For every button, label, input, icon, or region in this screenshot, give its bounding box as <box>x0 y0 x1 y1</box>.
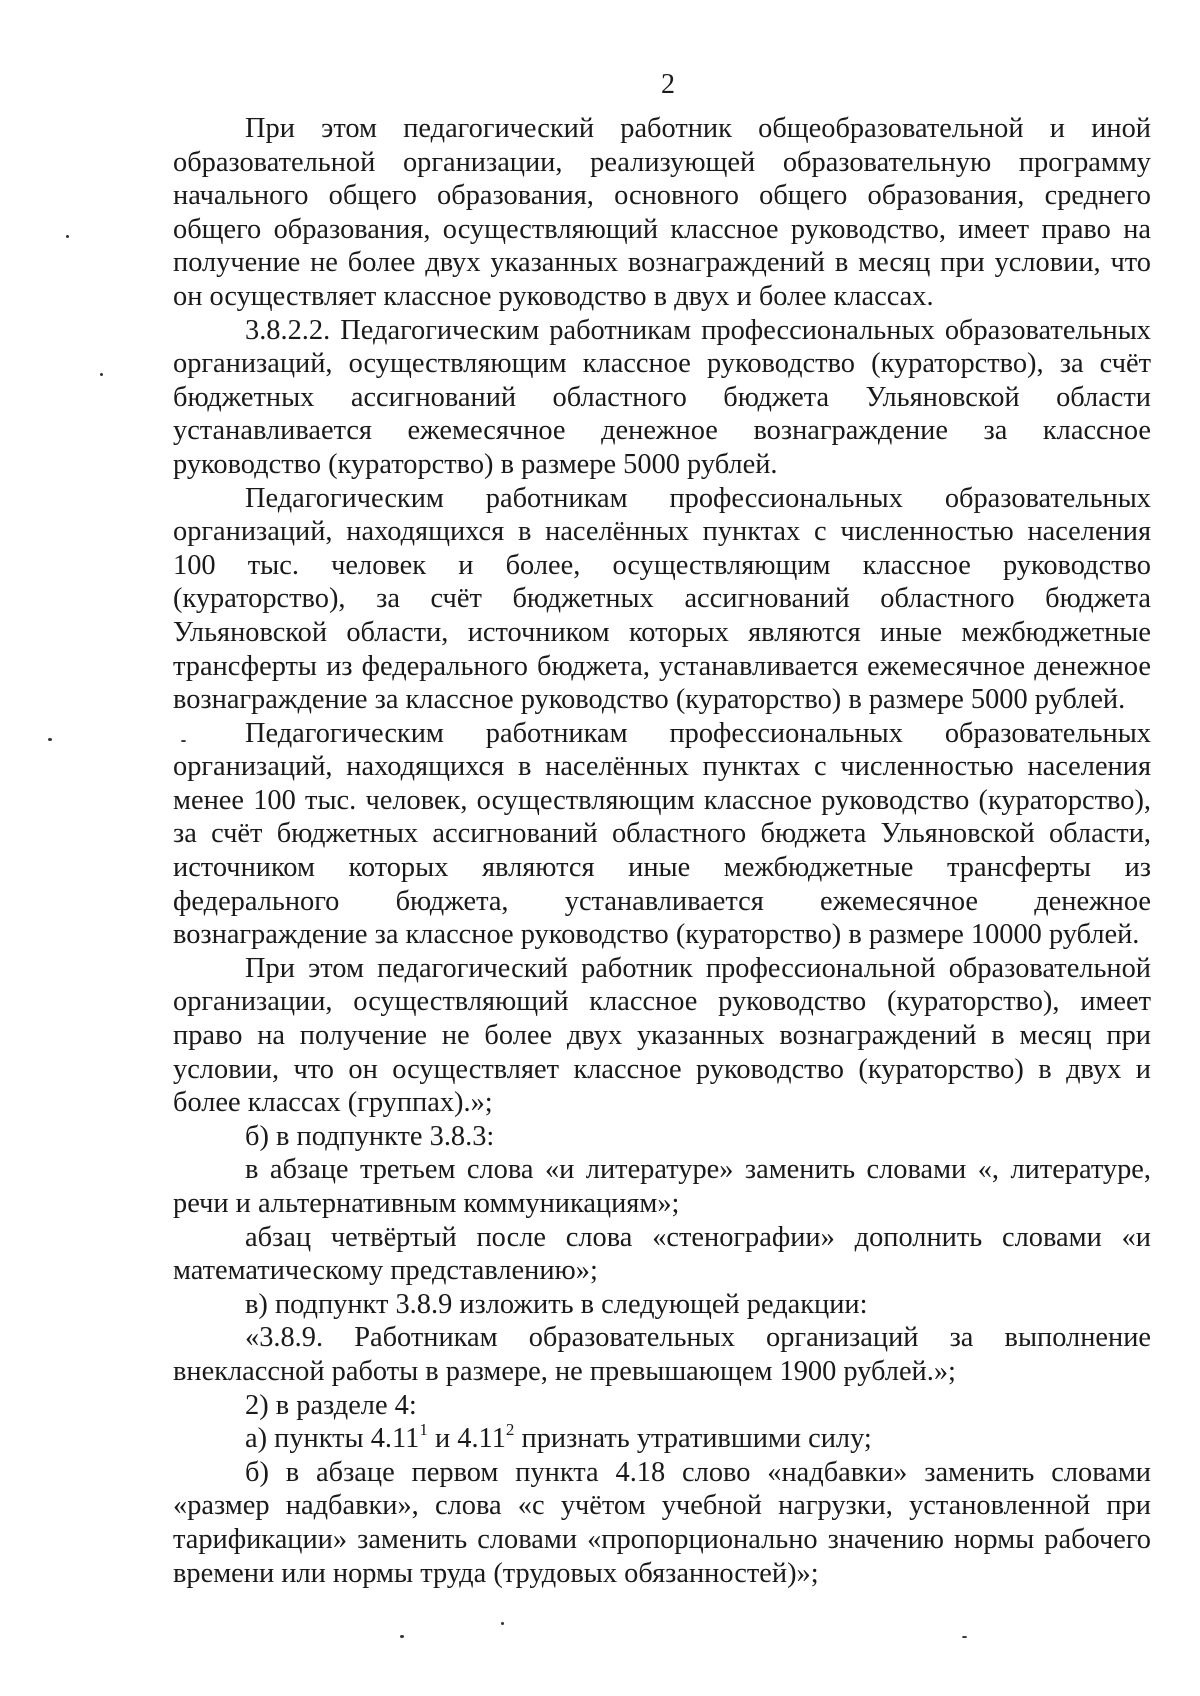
scan-speck <box>501 1622 504 1625</box>
paragraph: 2) в разделе 4: <box>245 1389 417 1421</box>
paragraph: б) в абзаце первом пункта 4.18 слово «надбавки» заменить словами «размер надбавки», слова «с учётом учебной нагрузки, установленной при тарификации» заменить словами «пропорционально значению нормы рабочего времени или нормы труда (трудовых обязанностей)»; <box>173 1456 1151 1589</box>
paragraph: Педагогическим работникам профессиональных образовательных организаций, находящихся в населённых пунктах с численностью населения 100 тыс. человек и более, осуществляющим классное руководство (кураторство), за счёт бюджетных ассигнований областного бюджета Ульяновской области, источником которых являются иные межбюджетные трансферты из федерального бюджета, устанавливается ежемесячное денежное вознаграждение за классное руководство (кураторство) в размере 5000 рублей. <box>173 482 1151 716</box>
scan-speck <box>66 235 69 238</box>
scan-speck <box>48 738 52 741</box>
points-middle: и 4.11 <box>427 1423 506 1455</box>
paragraph: в) подпункт 3.8.9 изложить в следующей редакции: <box>245 1288 868 1320</box>
paragraph: При этом педагогический работник профессиональной образовательной организации, осуществляющий классное руководство (кураторство), имеет право на получение не более двух указанных вознаграждений в месяц при условии, что он осуществляет классное руководство (кураторство) в двух и более классах (группах).»; <box>173 952 1151 1119</box>
scan-speck <box>962 1636 967 1638</box>
paragraph: При этом педагогический работник общеобразовательной и иной образовательной организации, реализующей образовательную программу начального общего образования, основного общего образования, среднего общего образования, осуществляющий классное руководство, имеет право на получение не более двух указанных вознаграждений в месяц при условии, что он осуществляет классное руководство в двух и более классах. <box>173 113 1151 312</box>
superscript: 1 <box>419 1419 428 1439</box>
superscript: 2 <box>505 1419 515 1439</box>
points-suffix: признать утратившими силу; <box>514 1423 872 1455</box>
points-paragraph <box>173 1419 1151 1456</box>
scan-speck <box>181 740 186 742</box>
paragraph: б) в подпункте 3.8.3: <box>245 1120 495 1152</box>
paragraph: Педагогическим работникам профессиональных образовательных организаций, находящихся в населённых пунктах с численностью населения менее 100 тыс. человек, осуществляющим классное руководство (кураторство), за счёт бюджетных ассигнований областного бюджета Ульяновской области, источником которых являются иные межбюджетные трансферты из федерального бюджета, устанавливается ежемесячное денежное вознаграждение за классное руководство (кураторство) в размере 10000 рублей. <box>173 717 1151 951</box>
scan-speck <box>100 373 103 376</box>
document-body <box>173 112 1151 1590</box>
points-prefix: а) пункты 4.11 <box>245 1423 420 1455</box>
paragraph: «3.8.9. Работникам образовательных организаций за выполнение внеклассной работы в размере, не превышающем 1900 рублей.»; <box>173 1322 1151 1387</box>
paragraph: 3.8.2.2. Педагогическим работникам профессиональных образовательных организаций, осуществляющим классное руководство (кураторство), за счёт бюджетных ассигнований областного бюджета Ульяновской области устанавливается ежемесячное денежное вознаграждение за классное руководство (кураторство) в размере 5000 рублей. <box>173 314 1151 480</box>
page-number: 2 <box>661 69 675 100</box>
paragraph: в абзаце третьем слова «и литературе» заменить словами «, литературе, речи и альтернативным коммуникациям»; <box>173 1154 1151 1219</box>
scan-speck <box>400 1635 404 1638</box>
paragraph: абзац четвёртый после слова «стенографии» дополнить словами «и математическому представлению»; <box>173 1221 1151 1287</box>
